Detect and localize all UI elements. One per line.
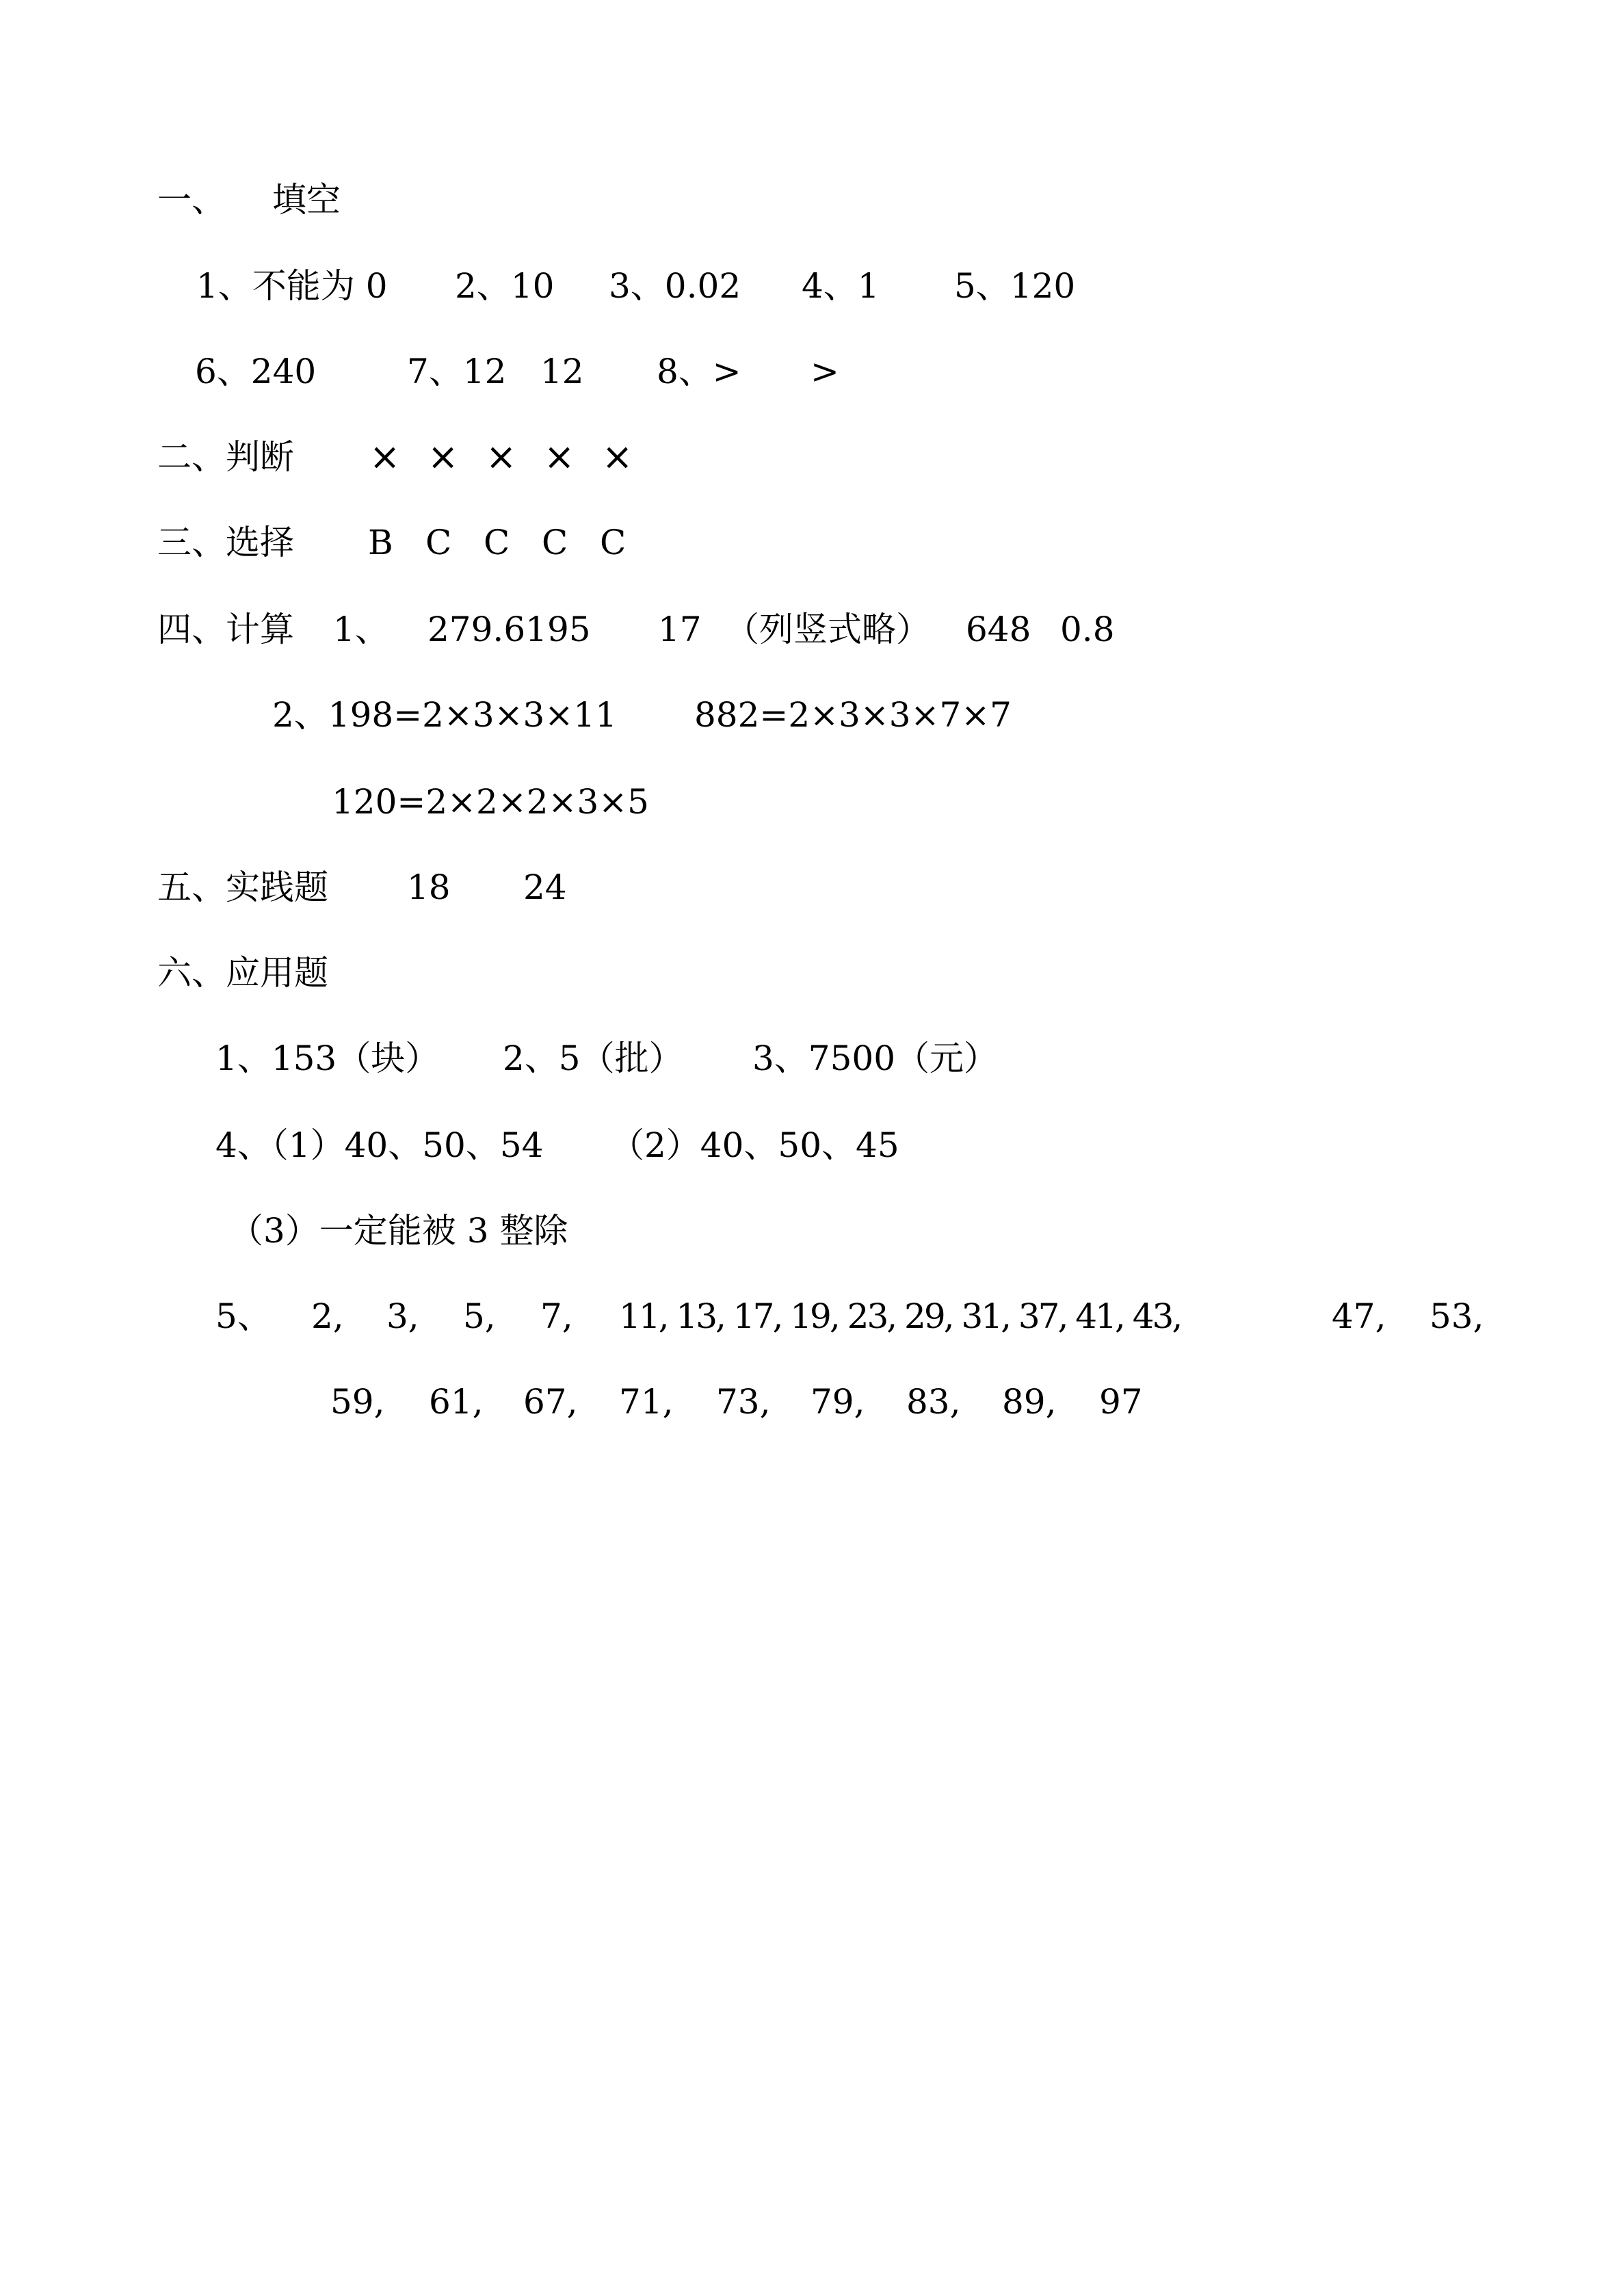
- answer-item: 3、7500（元）: [752, 1039, 999, 1078]
- answer-row: [0, 1210, 1621, 1251]
- answer-item: 5、120: [954, 266, 1076, 306]
- answer-row: [0, 351, 1621, 392]
- answer-item: >: [810, 352, 839, 391]
- section-calculation: [0, 609, 1621, 650]
- answer-item: 4、1: [802, 266, 880, 306]
- prime-number: 73,: [716, 1382, 771, 1422]
- choice-answer: B: [368, 523, 393, 562]
- prime-number: 71,: [619, 1382, 674, 1422]
- prime-number: 97: [1099, 1382, 1143, 1422]
- cross-mark-icon: ×: [427, 435, 459, 478]
- section-title: 填空: [272, 180, 341, 220]
- cross-mark-icon: ×: [486, 435, 517, 478]
- answer-row: [0, 1038, 1621, 1079]
- answer-label: 5、: [215, 1296, 272, 1336]
- section-heading-fill-blank: [0, 179, 1621, 220]
- answer-item: 2、10: [455, 266, 555, 306]
- prime-number: 83,: [906, 1382, 961, 1422]
- cross-mark-icon: ×: [602, 435, 633, 478]
- prime-number: 67,: [523, 1382, 578, 1422]
- factorization: 882=2×3×3×7×7: [694, 695, 1012, 735]
- answer-item: （2）40、50、45: [610, 1125, 899, 1165]
- answer-item: 279.6195: [427, 610, 591, 649]
- prime-number: 3,: [386, 1296, 419, 1336]
- answer-item: 24: [523, 867, 567, 907]
- prime-number: 2,: [311, 1296, 344, 1336]
- section-number: 一、: [157, 180, 226, 220]
- answer-item: 6、240: [195, 352, 317, 391]
- answer-row: [0, 781, 1621, 822]
- cross-mark-icon: ×: [544, 435, 575, 478]
- answer-item: 4、（1）40、50、54: [215, 1125, 544, 1165]
- choice-answer: C: [484, 523, 510, 562]
- answer-item: （3）一定能被 3 整除: [229, 1211, 568, 1251]
- section-heading: 二、判断: [157, 437, 294, 477]
- section-heading: 六、应用题: [157, 953, 328, 993]
- choice-answer: C: [542, 523, 568, 562]
- prime-number: 47,: [1332, 1296, 1386, 1336]
- answer-row: [0, 1125, 1621, 1166]
- section-choice: [0, 522, 1621, 563]
- answer-item: 648: [966, 610, 1031, 649]
- answer-item: 0.8: [1060, 610, 1115, 649]
- answer-item: 12: [540, 352, 584, 391]
- prime-number: 61,: [429, 1382, 484, 1422]
- answer-item: 18: [407, 867, 451, 907]
- answer-item: 17: [658, 610, 702, 649]
- answer-item: 2、5（批）: [503, 1039, 683, 1078]
- prime-number: 79,: [810, 1382, 865, 1422]
- answer-row: [0, 694, 1621, 735]
- answer-row: [0, 265, 1621, 306]
- section-judgement: [0, 436, 1621, 478]
- answer-item: 8、>: [657, 352, 741, 391]
- section-heading: 三、选择: [157, 523, 294, 562]
- section-heading: 四、计算: [157, 610, 294, 649]
- factorization: 120=2×2×2×3×5: [332, 782, 649, 822]
- prime-number: 59,: [330, 1382, 385, 1422]
- factorization: 2、198=2×3×3×11: [272, 695, 617, 735]
- answer-item: 7、12: [407, 352, 507, 391]
- prime-number: 89,: [1002, 1382, 1057, 1422]
- answer-item: 1、不能为 0: [196, 266, 388, 306]
- prime-list-row: [0, 1381, 1621, 1422]
- section-practice: [0, 867, 1621, 908]
- prime-number: 7,: [540, 1296, 573, 1336]
- section-heading: 五、实践题: [157, 867, 328, 907]
- choice-answer: C: [600, 523, 627, 562]
- answer-item: 1、: [333, 610, 389, 649]
- cross-mark-icon: ×: [369, 435, 401, 478]
- answer-item: 3、0.02: [609, 266, 741, 306]
- choice-answer: C: [425, 523, 452, 562]
- section-application: [0, 952, 1621, 993]
- answer-item: 1、153（块）: [215, 1039, 440, 1078]
- answer-note: （列竖式略）: [725, 610, 930, 649]
- prime-number: 5,: [463, 1296, 496, 1336]
- prime-number: 11, 13, 17, 19, 23, 29, 31, 37, 41, 43,: [619, 1296, 1181, 1336]
- prime-number: 53,: [1429, 1296, 1484, 1336]
- prime-list-row: [0, 1296, 1621, 1337]
